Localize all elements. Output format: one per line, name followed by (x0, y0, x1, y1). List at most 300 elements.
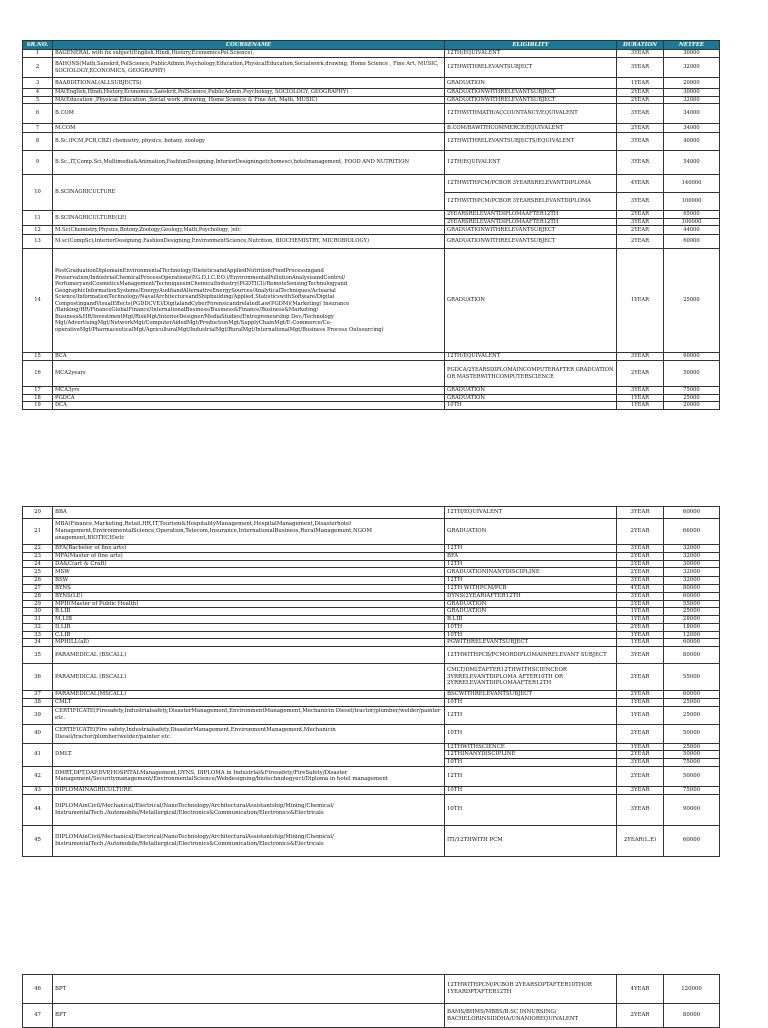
duration-cell: 3YEAR (617, 104, 664, 124)
sr-no-cell: 21 (23, 519, 53, 545)
course-name-cell: BSW (53, 577, 445, 585)
sr-no-cell: 14 (23, 249, 53, 353)
net-fee-cell: 40000 (664, 133, 720, 151)
sr-no-cell: 45 (23, 825, 53, 856)
table-row (23, 361, 720, 387)
fee-table-1 (22, 40, 720, 410)
duration-cell: 2YEAR (617, 211, 664, 219)
course-name-cell: PARAMEDICAL (BSCALL) (53, 647, 445, 664)
table-row (23, 552, 720, 560)
sr-no-cell: 5 (23, 96, 53, 104)
eligibility-cell: GRADUATIONWITHRELEVANTSUBJECT (445, 235, 617, 249)
net-fee-cell: 50000 (664, 724, 720, 743)
table-row (23, 560, 720, 568)
table-row (23, 402, 720, 410)
table-row (23, 608, 720, 616)
net-fee-cell: 32000 (664, 552, 720, 560)
course-name-cell: BAHONS(Math,Sanskrit,PolScience,PublicAdmin,Psychology,Education,PhysicalEducation,Socialwork,drawing, Home Science , Fine Art, MUSIC, SOCIOLOGY,ECONOMICS, GEOGRAPHY) (53, 58, 445, 78)
net-fee-cell: 30000 (664, 560, 720, 568)
net-fee-cell: 75000 (664, 786, 720, 794)
eligibility-cell: PGWITHRELEVANTSUBJECT (445, 639, 617, 647)
header-eligibility: ELIGIBLITY (445, 41, 617, 50)
course-name-cell: PARAMEDICAL(MSCALL) (53, 691, 445, 699)
sr-no-cell: 36 (23, 664, 53, 691)
sr-no-cell: 47 (23, 1004, 53, 1028)
eligibility-cell: 12TH (445, 577, 617, 585)
duration-cell: 2YEAR (617, 568, 664, 577)
duration-cell: 3YEAR (617, 786, 664, 794)
eligibility-cell: 12THWITHMATH/ACCOUNTANCY/EQUIVALENT (445, 104, 617, 124)
eligibility-cell: GRADUATIONWITHRELEVANTSUBJECT (445, 89, 617, 97)
duration-cell: 2YEAR (617, 623, 664, 631)
table-header-row (23, 41, 720, 50)
eligibility-cell: 12TH/EQUIVALENT (445, 151, 617, 175)
eligibility-cell: 12TH (445, 560, 617, 568)
sr-no-cell: 24 (23, 560, 53, 568)
duration-cell: 2YEAR (617, 361, 664, 387)
sr-no-cell: 31 (23, 616, 53, 624)
course-name-cell: PARAMEDICAL (BSCALL) (53, 664, 445, 691)
table-row (23, 568, 720, 577)
net-fee-cell: 80000 (664, 1004, 720, 1028)
net-fee-cell: 60000 (664, 235, 720, 249)
course-name-cell: DIPLOMAinCivil/Mechanical/Electrical/NanoTechnology/ArchitecturalAssistantship/Mining/Chemical/ InstrumentalTech./Automobile/Metallurgical/Electronics&Communication/Electronics&Electricals (53, 825, 445, 856)
net-fee-cell: 65000 (664, 211, 720, 219)
sr-no-cell: 11 (23, 211, 53, 226)
net-fee-cell: 25000 (664, 394, 720, 402)
sr-no-cell: 15 (23, 353, 53, 361)
eligibility-cell: 12TH/EQUIVALENT (445, 353, 617, 361)
eligibility-cell: 2YEARSRELEVANTDIPLOMAAFTER12TH (445, 211, 617, 219)
net-fee-cell: 50000 (664, 751, 720, 759)
net-fee-cell: 32000 (664, 96, 720, 104)
net-fee-cell: 55000 (664, 664, 720, 691)
duration-cell: 3YEAR (617, 58, 664, 78)
net-fee-cell: 25000 (664, 698, 720, 706)
table-row (23, 786, 720, 794)
net-fee-cell: 34000 (664, 104, 720, 124)
course-name-cell: M.COM (53, 124, 445, 133)
eligibility-cell: 10TH (445, 759, 617, 767)
sr-no-cell: 40 (23, 724, 53, 743)
table-row (23, 631, 720, 639)
sr-no-cell: 2 (23, 58, 53, 78)
table-row (23, 124, 720, 133)
course-name-cell: DIPLOMAinCivil/Mechanical/Electrical/NanoTechnology/ArchitecturalAssistantship/Mining/Chemical/ InstrumentalTech./Automobile/Metallurgical/Electronics&Communication/Electronics&Electricals (53, 794, 445, 825)
net-fee-cell: 25000 (664, 706, 720, 724)
duration-cell: 1YEAR (617, 402, 664, 410)
duration-cell: 2YEAR (617, 235, 664, 249)
table-row (23, 78, 720, 89)
net-fee-cell: 25000 (664, 743, 720, 751)
duration-cell: 2YEAR (617, 96, 664, 104)
duration-cell: 1YEAR (617, 78, 664, 89)
sr-no-cell: 16 (23, 361, 53, 387)
eligibility-cell: BFA (445, 552, 617, 560)
eligibility-cell: B.COM/BAWITHCOMMERCE/EQUIVALENT (445, 124, 617, 133)
table-row (23, 96, 720, 104)
sr-no-cell: 19 (23, 402, 53, 410)
table-row (23, 58, 720, 78)
duration-cell: 1YEAR (617, 249, 664, 353)
course-name-cell: CERTIFICATE(Firesafety,Industrialsafety,DisasterManagement,EnvironmentManagement,Mechanicin Diesel/tractor/plumber/welder/painter etc. (53, 706, 445, 724)
eligibility-cell: 2YEARSRELEVANTDIPLOMAAFTER12TH (445, 218, 617, 226)
course-name-cell: B.SCINAGRICULTURE (53, 175, 445, 211)
net-fee-cell: 66000 (664, 519, 720, 545)
table-row (23, 639, 720, 647)
sr-no-cell: 8 (23, 133, 53, 151)
eligibility-cell: DYNS(2YEAR)AFTER12TH (445, 592, 617, 600)
duration-cell: 4YEAR (617, 585, 664, 593)
sr-no-cell: 18 (23, 394, 53, 402)
net-fee-cell: 120000 (664, 975, 720, 1004)
sr-no-cell: 42 (23, 766, 53, 786)
net-fee-cell: 60000 (664, 507, 720, 519)
course-name-cell: MSW (53, 568, 445, 577)
eligibility-cell: 10TH (445, 794, 617, 825)
eligibility-cell: 12TH/EQUIVALENT (445, 507, 617, 519)
table-row (23, 743, 720, 751)
sr-no-cell: 32 (23, 623, 53, 631)
course-name-cell: BAGENERAL with fix subject(English,Hindi,History,EconomicsPol.Science), (53, 50, 445, 58)
course-name-cell: C.LIB (53, 631, 445, 639)
eligibility-cell: GRADUATIONWITHRELEVANTSUBJECT (445, 226, 617, 235)
net-fee-cell: 25000 (664, 608, 720, 616)
course-name-cell: D.LIB (53, 623, 445, 631)
course-name-cell: BFA(Bachelor of fine arts) (53, 545, 445, 553)
net-fee-cell: 54000 (664, 151, 720, 175)
table-row (23, 133, 720, 151)
sr-no-cell: 10 (23, 175, 53, 211)
duration-cell: 3YEAR (617, 545, 664, 553)
course-name-cell: DMLT (53, 743, 445, 766)
course-name-cell: MCA3yrs (53, 387, 445, 395)
table-row (23, 89, 720, 97)
sr-no-cell: 4 (23, 89, 53, 97)
course-name-cell: B.Sc.(PCM,PCB,CBZ) chemistry, physics, botany, zoology (53, 133, 445, 151)
duration-cell: 4YEAR (617, 975, 664, 1004)
course-name-cell: CMLT (53, 698, 445, 706)
course-name-cell: MPH(Master of Public Health) (53, 600, 445, 608)
course-name-cell: MA(Education ,Physical Education ,Social work ,drawing, Home Science & Fine Art, Math, MUSIC) (53, 96, 445, 104)
eligibility-cell: ITI/12THWITH PCM (445, 825, 617, 856)
eligibility-cell: 12TH/EQUIVALENT (445, 50, 617, 58)
duration-cell: 3YEAR (617, 592, 664, 600)
sr-no-cell: 28 (23, 592, 53, 600)
course-name-cell: DCA (53, 402, 445, 410)
table-row (23, 825, 720, 856)
net-fee-cell: 28000 (664, 616, 720, 624)
eligibility-cell: 10TH (445, 402, 617, 410)
course-name-cell: BPT (53, 1004, 445, 1028)
course-name-cell: DA&C(art & Craft) (53, 560, 445, 568)
header-netfee: NETFEE (664, 41, 720, 50)
duration-cell: 3YEAR (617, 507, 664, 519)
duration-cell: 3YEAR (617, 193, 664, 211)
duration-cell: 1YEAR (617, 639, 664, 647)
course-name-cell: M.Sc(Chemistry,Physics,Botony,Zoology,Geology,Math,Psychology, )etc (53, 226, 445, 235)
table-row (23, 545, 720, 553)
eligibility-cell: GRADUATION (445, 608, 617, 616)
course-name-cell: DMRT,DPT,DAP,DVP,HOSPITALManagement,DYNS, DIPLOMA in Industrial&Firesafety/FireSafety/Disaster Management/Securitymanagement/EnvironmentalScience/Webdesigning/biotechnologyect/Diploma in hotel management (53, 766, 445, 786)
course-name-cell: PGDCA (53, 394, 445, 402)
table-row (23, 766, 720, 786)
table-row (23, 585, 720, 593)
table-row (23, 664, 720, 691)
duration-cell: 3YEAR (617, 577, 664, 585)
table-row (23, 577, 720, 585)
table-row (23, 175, 720, 193)
eligibility-cell: 10TH (445, 631, 617, 639)
duration-cell: 2YEAR (617, 560, 664, 568)
net-fee-cell: 50000 (664, 361, 720, 387)
sr-no-cell: 41 (23, 743, 53, 766)
duration-cell: 1YEAR (617, 743, 664, 751)
duration-cell: 2YEAR (617, 226, 664, 235)
sr-no-cell: 29 (23, 600, 53, 608)
course-name-cell: B.SCINAGRICULTURE(LE) (53, 211, 445, 226)
eligibility-cell: 12THINANYDISCIPLINE (445, 751, 617, 759)
eligibility-cell: 10TH (445, 724, 617, 743)
sr-no-cell: 22 (23, 545, 53, 553)
fee-table-3 (22, 974, 720, 1028)
course-name-cell: M.LIB (53, 616, 445, 624)
net-fee-cell: 32000 (664, 58, 720, 78)
eligibility-cell: 12TH (445, 545, 617, 553)
eligibility-cell: BSCWITHRELEVANTSUBJECT (445, 691, 617, 699)
table-row (23, 394, 720, 402)
eligibility-cell: GRADUATION (445, 600, 617, 608)
sr-no-cell: 44 (23, 794, 53, 825)
sr-no-cell: 17 (23, 387, 53, 395)
table-row (23, 794, 720, 825)
course-name-cell: B.COM (53, 104, 445, 124)
sr-no-cell: 1 (23, 50, 53, 58)
net-fee-cell: 50000 (664, 766, 720, 786)
eligibility-cell: 12THWITHSCIENCE (445, 743, 617, 751)
eligibility-cell: 10TH (445, 786, 617, 794)
table-row (23, 387, 720, 395)
course-name-cell: MFA(Master of fine arts) (53, 552, 445, 560)
table-row (23, 975, 720, 1004)
duration-cell: 1YEAR (617, 631, 664, 639)
table-row (23, 647, 720, 664)
eligibility-cell: GRADUATIONINANYDISCIPLINE (445, 568, 617, 577)
eligibility-cell: PGDCA/2YEARSDIPLOMAINCOMPUTERAFTER GRADUATION OR MASTERWITHCOMPUTERSCIENCE (445, 361, 617, 387)
duration-cell: 3YEAR (617, 218, 664, 226)
net-fee-cell: 20000 (664, 402, 720, 410)
duration-cell: 1YEAR (617, 394, 664, 402)
duration-cell: 1YEAR (617, 706, 664, 724)
eligibility-cell: GRADUATIONWITHRELEVANTSUBJECT (445, 96, 617, 104)
course-name-cell: BYNS (53, 585, 445, 593)
duration-cell: 3YEAR (617, 151, 664, 175)
course-name-cell: B.Sc.,IT,Comp.Sci,Multimedia&Animation,FashionDesigning,InteriorDesigningetchomesci,hotelmanagement, FOOD AND NUTRITION (53, 151, 445, 175)
sr-no-cell: 26 (23, 577, 53, 585)
net-fee-cell: 60000 (664, 825, 720, 856)
sr-no-cell: 34 (23, 639, 53, 647)
net-fee-cell: 12000 (664, 631, 720, 639)
duration-cell: 2YEAR (617, 691, 664, 699)
sr-no-cell: 20 (23, 507, 53, 519)
eligibility-cell: B.LIB (445, 616, 617, 624)
sr-no-cell: 46 (23, 975, 53, 1004)
duration-cell: 2YEAR (617, 89, 664, 97)
eligibility-cell: 10TH (445, 698, 617, 706)
duration-cell: 2YEAR (617, 519, 664, 545)
sr-no-cell: 27 (23, 585, 53, 593)
table-row (23, 616, 720, 624)
net-fee-cell: 60000 (664, 592, 720, 600)
course-name-cell: DIPLOMAINAGRICULTURE (53, 786, 445, 794)
course-name-cell: BAADDITIONAL(ALLSUBJECTS) (53, 78, 445, 89)
sr-no-cell: 35 (23, 647, 53, 664)
sr-no-cell: 33 (23, 631, 53, 639)
net-fee-cell: 20000 (664, 78, 720, 89)
sr-no-cell: 7 (23, 124, 53, 133)
duration-cell: 3YEAR (617, 133, 664, 151)
duration-cell: 3YEAR (617, 759, 664, 767)
table-row (23, 592, 720, 600)
course-name-cell: MCA2years (53, 361, 445, 387)
eligibility-cell: 12TH (445, 706, 617, 724)
table-row (23, 151, 720, 175)
net-fee-cell: 75000 (664, 759, 720, 767)
eligibility-cell: 12THWITHPCM/PCBOR 3YEARSRELEVANTDIPLOMA (445, 175, 617, 193)
sr-no-cell: 30 (23, 608, 53, 616)
course-name-cell: MBA(Finance,Marketing,Retail,HR,IT,Tourism&HospitalityManagement,HospitalManagement,Disasterhotel Management,EnvironmentalScience,Operation,Telecom,Insurance,InternationalBusiness,RuralManagement,NGOM anagement,BIOTECH)etc (53, 519, 445, 545)
eligibility-cell: GRADUATION (445, 387, 617, 395)
sr-no-cell: 9 (23, 151, 53, 175)
net-fee-cell: 30000 (664, 89, 720, 97)
net-fee-cell: 32000 (664, 545, 720, 553)
table-row (23, 600, 720, 608)
eligibility-cell: 12THWITHPCB/PCMORDIPLOMAINRELEVANT SUBJECT (445, 647, 617, 664)
net-fee-cell: 100000 (664, 218, 720, 226)
table-row (23, 706, 720, 724)
duration-cell: 3YEAR (617, 353, 664, 361)
course-name-cell: BBA (53, 507, 445, 519)
eligibility-cell: 12TH WITHPCM/PCB (445, 585, 617, 593)
net-fee-cell: 25000 (664, 249, 720, 353)
eligibility-cell: GRADUATION (445, 78, 617, 89)
table-row (23, 226, 720, 235)
course-name-cell: MPHILL(all) (53, 639, 445, 647)
duration-cell: 4YEAR (617, 175, 664, 193)
course-name-cell: B.LIB (53, 608, 445, 616)
net-fee-cell: 100000 (664, 193, 720, 211)
header-srno: SR.NO. (23, 41, 53, 50)
course-name-cell: PostGraduationDiplomainEnvironmentalTechnology/DieteticsandAppliedNutrition/FoodProcessingand Preservation/IndustrialChemicalProcessOperations(P.G.D.I.C.P.O.)/EnvironmentalPollutionAnalysisandControl/ PerfumeryandCosmeticsManagement/TechniquesinChemicalIndustry(PGDTICI)/RemoteSensingTechnologyand GeographicInformationSystems/EnergyAuditandAlternativeEnergySources/AnalyticalTechniques/Actuarial Science/InformationTechnology/NavalArchitectureandShipbuilding/Applied,StatisticswithSoftware/Digital CompostingandVisualEffects(PGDDCVE)/DigitalandCyberForensicandrelatedLaw(PGDM)(Marketing/ Insurance /Banking/HR/FinanceGlobalFinance/InternationalBusiness/Business&Finance/Business&Marketing/ Business&HR/InvestmentMgt/RiskMgt/InteriorDesigner/MediaStudies/Entrepreneurship Dev./Technology Mgt/AdvertisingMgt/NetworkMgt/ComputerAidedMgt/ProductionMgt/SupplyChainMgt/E-Commerce/Co- operativeMgt/PharmaceuticalMgt/AgriculturalMgt/IndustrialMgt/RuralMgt/InternationalMgt/Business Process Outsourcing) (53, 249, 445, 353)
net-fee-cell: 18000 (664, 623, 720, 631)
eligibility-cell: GRADUATION (445, 394, 617, 402)
net-fee-cell: 90000 (664, 794, 720, 825)
net-fee-cell: 80000 (664, 585, 720, 593)
net-fee-cell: 55000 (664, 600, 720, 608)
eligibility-cell: GRADUATION (445, 519, 617, 545)
sr-no-cell: 38 (23, 698, 53, 706)
sr-no-cell: 12 (23, 226, 53, 235)
sr-no-cell: 6 (23, 104, 53, 124)
eligibility-cell: 12THWITHPCM/PCBOR 2YEARSDPTAFTER10THOR 1YEARDPTAFTER12TH (445, 975, 617, 1004)
table-row (23, 235, 720, 249)
duration-cell: 2YEAR (617, 1004, 664, 1028)
eligibility-cell: 12THWITHPCM/PCBOR 3YEARSRELEVANTDIPLOMA (445, 193, 617, 211)
table-row (23, 104, 720, 124)
sr-no-cell: 3 (23, 78, 53, 89)
sr-no-cell: 25 (23, 568, 53, 577)
course-name-cell: M.sc(CompSci,InteriorDesigning,FashionDesigning,EnvironmentScience,Nutrition, BIOCHEMISTRY, MICROBIOLOGY) (53, 235, 445, 249)
eligibility-cell: 12THWITHRELEVANTSUBJECTS/EQUIVALENT (445, 133, 617, 151)
table-row (23, 519, 720, 545)
eligibility-cell: CMLT/DMLTAFTER12THWITHSCIENCEOR 3YRRELEVANTDIPLOMA AFTER10TH OR 2YRRELEVANTDIPLOMAAFTER12TH (445, 664, 617, 691)
header-duration: DURATION (617, 41, 664, 50)
sr-no-cell: 39 (23, 706, 53, 724)
course-name-cell: BPT (53, 975, 445, 1004)
eligibility-cell: GRADUATION (445, 249, 617, 353)
sr-no-cell: 43 (23, 786, 53, 794)
course-name-cell: CERTIFICATE(Fire safety,Industrialsafety,DisasterManagement,EnvironmentManagement,Mechanicin Diesel/tractor/plumber/welder/painter etc. (53, 724, 445, 743)
eligibility-cell: BAMS/BHMS/MBBS/B.SC INNURSING/ BACHELORINSIDDHA/UNANIOREQUIVALENT (445, 1004, 617, 1028)
eligibility-cell: 10TH (445, 623, 617, 631)
eligibility-cell: 12THWITHRELEVANTSUBJECT (445, 58, 617, 78)
net-fee-cell: 75000 (664, 387, 720, 395)
net-fee-cell: 140000 (664, 175, 720, 193)
duration-cell: 2YEAR (617, 724, 664, 743)
eligibility-cell: 12TH (445, 766, 617, 786)
duration-cell: 2YEAR (617, 664, 664, 691)
header-coursename: COURSENAME (53, 41, 445, 50)
table-row (23, 353, 720, 361)
net-fee-cell: 44000 (664, 226, 720, 235)
duration-cell: 1YEAR (617, 616, 664, 624)
duration-cell: 3YEAR (617, 794, 664, 825)
duration-cell: 3YEAR (617, 387, 664, 395)
duration-cell: 1YEAR (617, 608, 664, 616)
duration-cell: 2YEAR (617, 124, 664, 133)
course-name-cell: BYNS(LE) (53, 592, 445, 600)
net-fee-cell: 34000 (664, 124, 720, 133)
table-row (23, 211, 720, 219)
sr-no-cell: 23 (23, 552, 53, 560)
sr-no-cell: 37 (23, 691, 53, 699)
net-fee-cell: 80000 (664, 647, 720, 664)
duration-cell: 1YEAR (617, 698, 664, 706)
table-row (23, 50, 720, 58)
net-fee-cell: 60000 (664, 353, 720, 361)
net-fee-cell: 32000 (664, 568, 720, 577)
duration-cell: 2YEAR(L.E) (617, 825, 664, 856)
duration-cell: 2YEAR (617, 751, 664, 759)
net-fee-cell: 60000 (664, 691, 720, 699)
table-row (23, 724, 720, 743)
course-name-cell: MA(English,Hindi,History,Economics,Sanskrit,PolScience,PublicAdmin,Psychology, SOCIOLOGY, GEOGRAPHY) (53, 89, 445, 97)
table-row (23, 249, 720, 353)
duration-cell: 2YEAR (617, 552, 664, 560)
duration-cell: 2YEAR (617, 766, 664, 786)
table-row (23, 507, 720, 519)
duration-cell: 3YEAR (617, 647, 664, 664)
table-row (23, 623, 720, 631)
course-name-cell: BCA (53, 353, 445, 361)
duration-cell: 3YEAR (617, 50, 664, 58)
sr-no-cell: 13 (23, 235, 53, 249)
net-fee-cell: 30000 (664, 50, 720, 58)
duration-cell: 2YEAR (617, 600, 664, 608)
fee-table-2 (22, 506, 720, 857)
table-row (23, 698, 720, 706)
net-fee-cell: 60000 (664, 639, 720, 647)
